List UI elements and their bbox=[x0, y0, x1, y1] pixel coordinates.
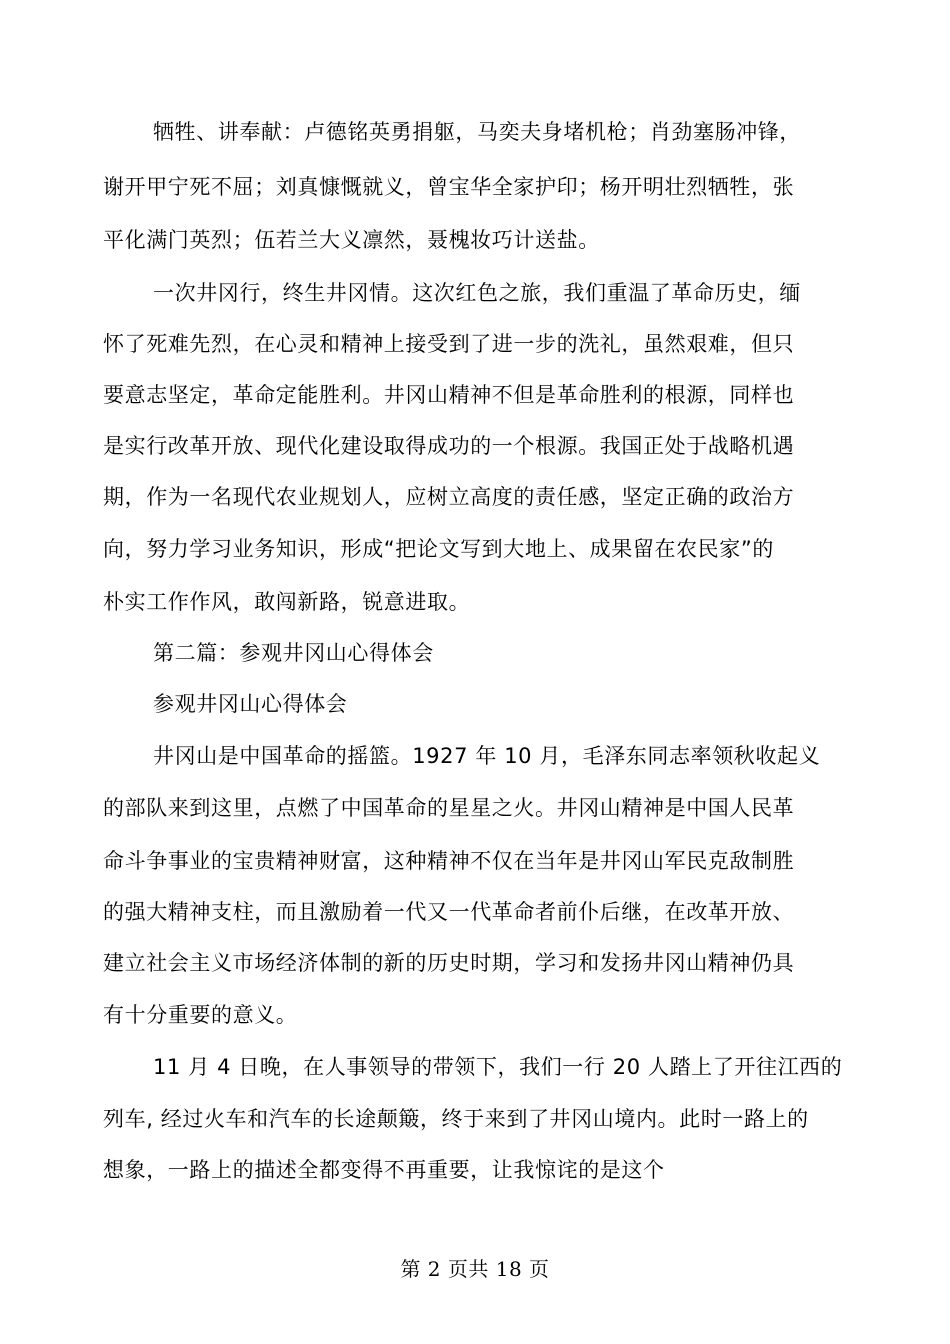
text-line: 怀了死难先烈，在心灵和精神上接受到了进一步的洗礼，虽然艰难，但只 bbox=[103, 332, 795, 356]
text-line: 有十分重要的意义。 bbox=[103, 1003, 298, 1027]
text-line: 11 月 4 日晚，在人事领导的带领下，我们一行 20 人踏上了开往江西的 bbox=[153, 1055, 843, 1079]
text-line: 一次井冈行，终生井冈情。这次红色之旅，我们重温了革命历史，缅 bbox=[153, 281, 801, 305]
text-line: 朴实工作作风，敢闯新路，锐意进取。 bbox=[103, 590, 471, 614]
section-heading: 第二篇：参观井冈山心得体会 bbox=[153, 641, 434, 665]
text-line: 谢开甲宁死不屈；刘真慷慨就义，曾宝华全家护印；杨开明壮烈牺牲，张 bbox=[103, 175, 795, 199]
text-line: 命斗争事业的宝贵精神财富，这种精神不仅在当年是井冈山军民克敌制胜 bbox=[103, 849, 795, 873]
text-line: 平化满门英烈；伍若兰大义凛然，聂槐妆巧计送盐。 bbox=[103, 228, 600, 252]
text-line: 建立社会主义市场经济体制的新的历史时期，学习和发扬井冈山精神仍具 bbox=[103, 951, 795, 975]
article-title: 参观井冈山心得体会 bbox=[153, 692, 348, 716]
text-line: 要意志坚定，革命定能胜利。井冈山精神不但是革命胜利的根源，同样也 bbox=[103, 383, 795, 407]
text-line: 想象，一路上的描述全都变得不再重要，让我惊诧的是这个 bbox=[103, 1158, 665, 1182]
text-line: 列车, 经过火车和汽车的长途颠簸，终于来到了井冈山境内。此时一路上的 bbox=[103, 1107, 809, 1131]
text-line: 向，努力学习业务知识，形成“把论文写到大地上、成果留在农民家”的 bbox=[103, 537, 774, 561]
text-line: 的部队来到这里，点燃了中国革命的星星之火。井冈山精神是中国人民革 bbox=[103, 796, 795, 820]
text-line: 井冈山是中国革命的摇篮。1927 年 10 月，毛泽东同志率领秋收起义 bbox=[153, 744, 821, 768]
page-number: 第 2 页共 18 页 bbox=[400, 1257, 550, 1281]
text-line: 的强大精神支柱，而且激励着一代又一代革命者前仆后继，在改革开放、 bbox=[103, 900, 795, 924]
text-line: 牺牲、讲奉献：卢德铭英勇捐躯，马奕夫身堵机枪；肖劲塞肠冲锋， bbox=[153, 120, 801, 144]
text-line: 是实行改革开放、现代化建设取得成功的一个根源。我国正处于战略机遇 bbox=[103, 434, 795, 458]
text-line: 期，作为一名现代农业规划人，应树立高度的责任感，坚定正确的政治方 bbox=[103, 485, 795, 509]
